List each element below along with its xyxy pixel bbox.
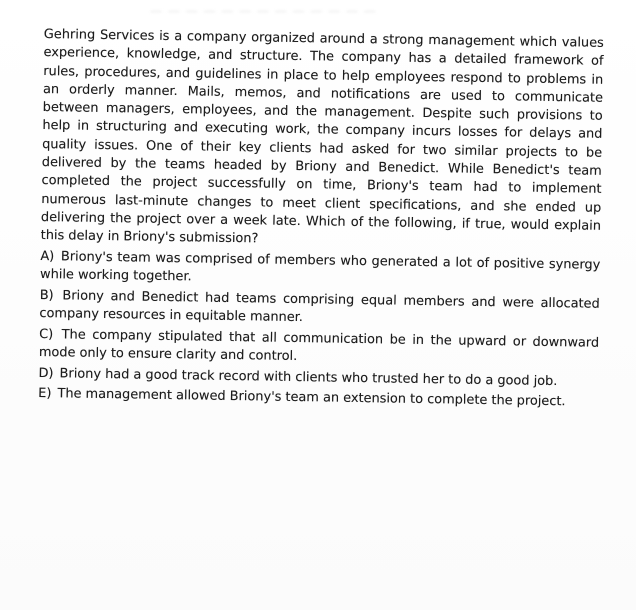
option-letter: E) <box>38 386 52 402</box>
option-text: The management allowed Briony's team an extension to complete the project. <box>57 386 566 410</box>
option-text: Briony had a good track record with clients who trusted her to do a good job. <box>59 365 558 389</box>
option-letter: B) <box>39 287 54 303</box>
option-text: Briony and Benedict had teams comprising equal members and were allocated company resources in equitable manner. <box>39 287 600 325</box>
answer-options <box>38 248 600 413</box>
option-text: The company stipulated that all communication be in the upward or downward mode only to ensure clarity and control. <box>38 326 600 364</box>
question-block <box>38 26 604 415</box>
option-a <box>40 248 601 293</box>
option-b <box>39 287 600 332</box>
option-letter: D) <box>38 365 54 381</box>
question-stem: Gehring Services is a company organized around a strong management which values experience, knowledge, and structure. The company has a detailed framework of rules, procedures, and guidelines in place to help employees respond to problems in an orderly manner. Mails, memos, and notifications are used to communicate between managers, employees, and the management. Despite such provisions to help in structuring and executing work, the company incurs losses for delays and quality issues. One of their key clients had asked for two similar projects to be delivered by the teams headed by Briony and Benedict. While Benedict's team completed the project successfully on time, Briony's team had to implement numerous last-minute changes to meet client specifications, and she ended up delivering the project over a week late. Which of the following, if true, would explain this delay in Briony's submission? <box>40 26 604 247</box>
option-c <box>39 325 600 370</box>
option-letter: C) <box>39 326 54 342</box>
faint-header-text: — — — — — — — — — — — — — <box>150 4 377 18</box>
option-text: Briony's team was comprised of members who generated a lot of positive synergy while working together. <box>39 248 601 285</box>
option-letter: A) <box>40 248 55 264</box>
